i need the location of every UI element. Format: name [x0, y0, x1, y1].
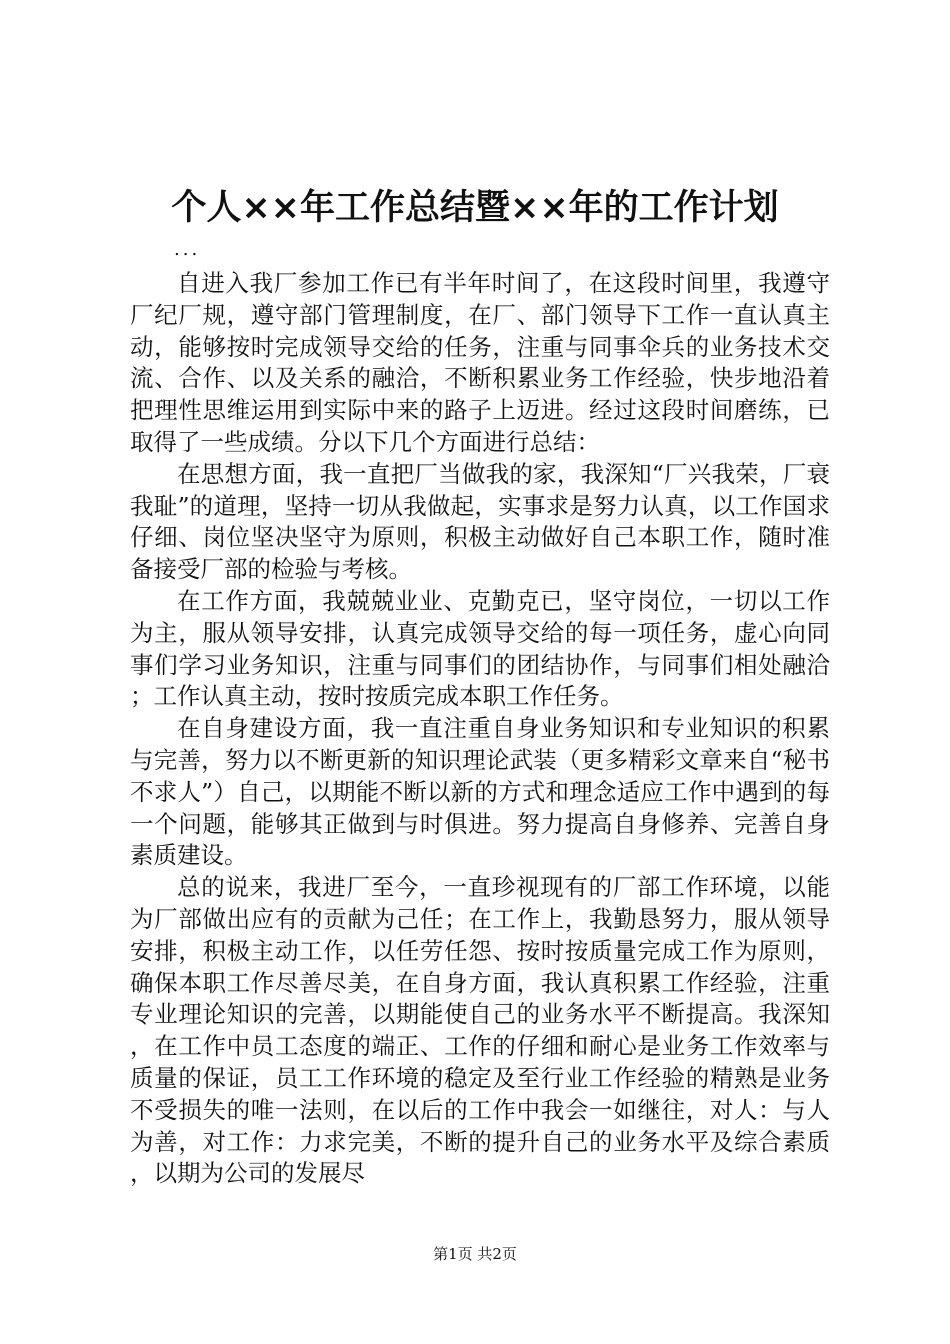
paragraph-self-development: 在自身建设方面，我一直注重自身业务知识和专业知识的积累与完善，努力以不断更新的知识理论武装（更多精彩文章来自“秘书不求人”）自己，以期能不断以新的方式和理念适应工作中遇到的每一个问题，能够其正做到与时俱进。努力提高自身修养、完善自身素质建设。 — [130, 714, 830, 870]
paragraph-intro: 自进入我厂参加工作已有半年时间了，在这段时间里，我遵守厂纪厂规，遵守部门管理制度，在厂、部门领导下工作一直认真主动，能够按时完成领导交给的任务，注重与同事伞兵的业务技术交流、合作、以及关系的融洽，不断积累业务工作经验，快步地沿着把理性思维运用到实际中来的路子上迈进。经过这段时间磨练，已取得了一些成绩。分以下几个方面进行总结： — [130, 269, 830, 456]
paragraph-summary: 总的说来，我进厂至今，一直珍视现有的厂部工作环境，以能为厂部做出应有的贡献为己任；在工作上，我勤恳努力，服从领导安排，积极主动工作，以任劳任怨、按时按质量完成工作为原则，确保本职工作尽善尽美，在自身方面，我认真积累工作经验，注重专业理论知识的完善，以期能使自己的业务水平不断提高。我深知，在工作中员工态度的端正、工作的仔细和耐心是业务工作效率与质量的保证，员工工作环境的稳定及至行业工作经验的精熟是业务不受损失的唯一法则，在以后的工作中我会一如继往，对人：与人为善，对工作：力求完美，不断的提升自己的业务水平及综合素质，以期为公司的发展尽 — [130, 873, 830, 1188]
paragraph-thought: 在思想方面，我一直把厂当做我的家，我深知“厂兴我荣，厂衰我耻”的道理，坚持一切从我做起，实事求是努力认真，以工作国求仔细、岗位坚决坚守为原则，积极主动做好自己本职工作，随时准备接受厂部的检验与考核。 — [130, 459, 830, 584]
paragraph-work: 在工作方面，我兢兢业业、克勤克已，坚守岗位，一切以工作为主，服从领导安排，认真完成领导交给的每一项任务，虚心向同事们学习业务知识，注重与同事们的团结协作，与同事们相处融洽；工作认真主动，按时按质完成本职工作任务。 — [130, 586, 830, 711]
document-body — [130, 268, 830, 1190]
document-title: 个人××年工作总结暨××年的工作计划 — [171, 188, 779, 228]
title-continuation-ellipsis: ... — [174, 239, 201, 260]
page-number-footer: 第1页 共2页 — [433, 1245, 517, 1263]
